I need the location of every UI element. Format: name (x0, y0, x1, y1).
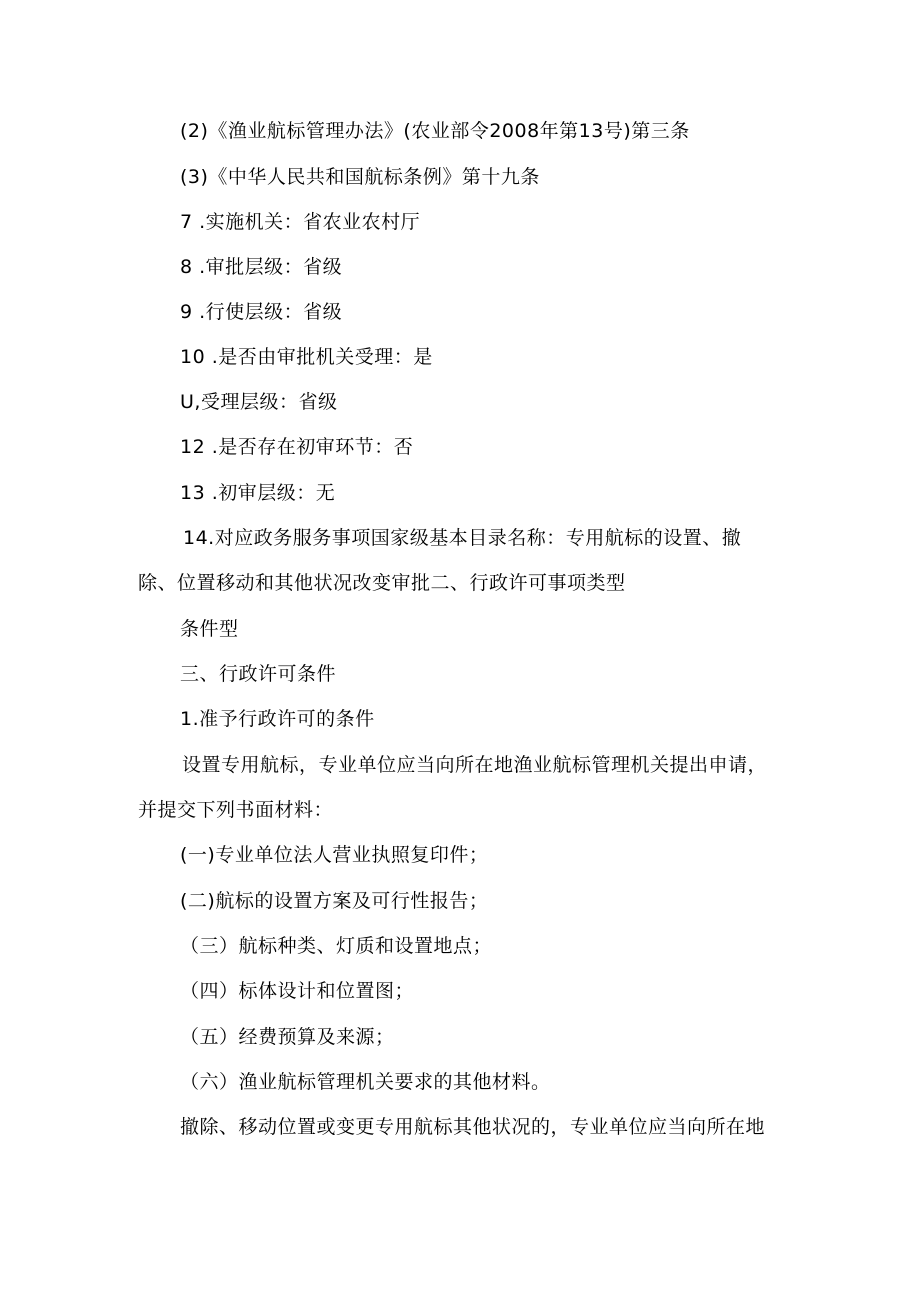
text-line-item-11: U,受理层级：省级 (180, 391, 338, 413)
text-line-legal-basis-3: (3)《中华人民共和国航标条例》第十九条 (180, 166, 540, 188)
text-line-item-10: 10 .是否由审批机关受理：是 (180, 346, 433, 368)
subsection-heading-grant-conditions: 1.准予行政许可的条件 (180, 708, 375, 730)
list-item-material-2: (二)航标的设置方案及可行性报告； (180, 890, 489, 912)
text-line-item-9: 9 .行使层级：省级 (180, 301, 343, 323)
text-line-item-14-continued: 除、位置移动和其他状况改变审批二、行政许可事项类型 (138, 572, 626, 594)
text-line-application-paragraph: 设置专用航标，专业单位应当向所在地渔业航标管理机关提出申请， (182, 754, 768, 776)
text-line-item-14: 14.对应政务服务事项国家级基本目录名称：专用航标的设置、撤 (183, 527, 742, 549)
text-line-condition-type: 条件型 (180, 618, 239, 640)
section-heading-permit-conditions: 三、行政许可条件 (180, 663, 337, 685)
text-line-item-8: 8 .审批层级：省级 (180, 256, 343, 278)
text-line-legal-basis-2: (2)《渔业航标管理办法》(农业部令2008年第13号)第三条 (180, 120, 690, 142)
text-line-item-13: 13 .初审层级：无 (180, 482, 336, 504)
text-line-item-7: 7 .实施机关：省农业农村厅 (180, 211, 421, 233)
text-line-application-paragraph-continued: 并提交下列书面材料： (138, 799, 334, 821)
list-item-material-6: （六）渔业航标管理机关要求的其他材料。 (180, 1071, 551, 1093)
text-line-item-12: 12 .是否存在初审环节：否 (180, 436, 414, 458)
list-item-material-5: （五）经费预算及来源； (180, 1026, 395, 1048)
list-item-material-3: （三）航标种类、灯质和设置地点； (180, 935, 493, 957)
list-item-material-4: （四）标体设计和位置图； (180, 980, 415, 1002)
text-line-removal-paragraph: 撤除、移动位置或变更专用航标其他状况的，专业单位应当向所在地 (180, 1116, 766, 1138)
list-item-material-1: (一)专业单位法人营业执照复印件； (180, 844, 489, 866)
